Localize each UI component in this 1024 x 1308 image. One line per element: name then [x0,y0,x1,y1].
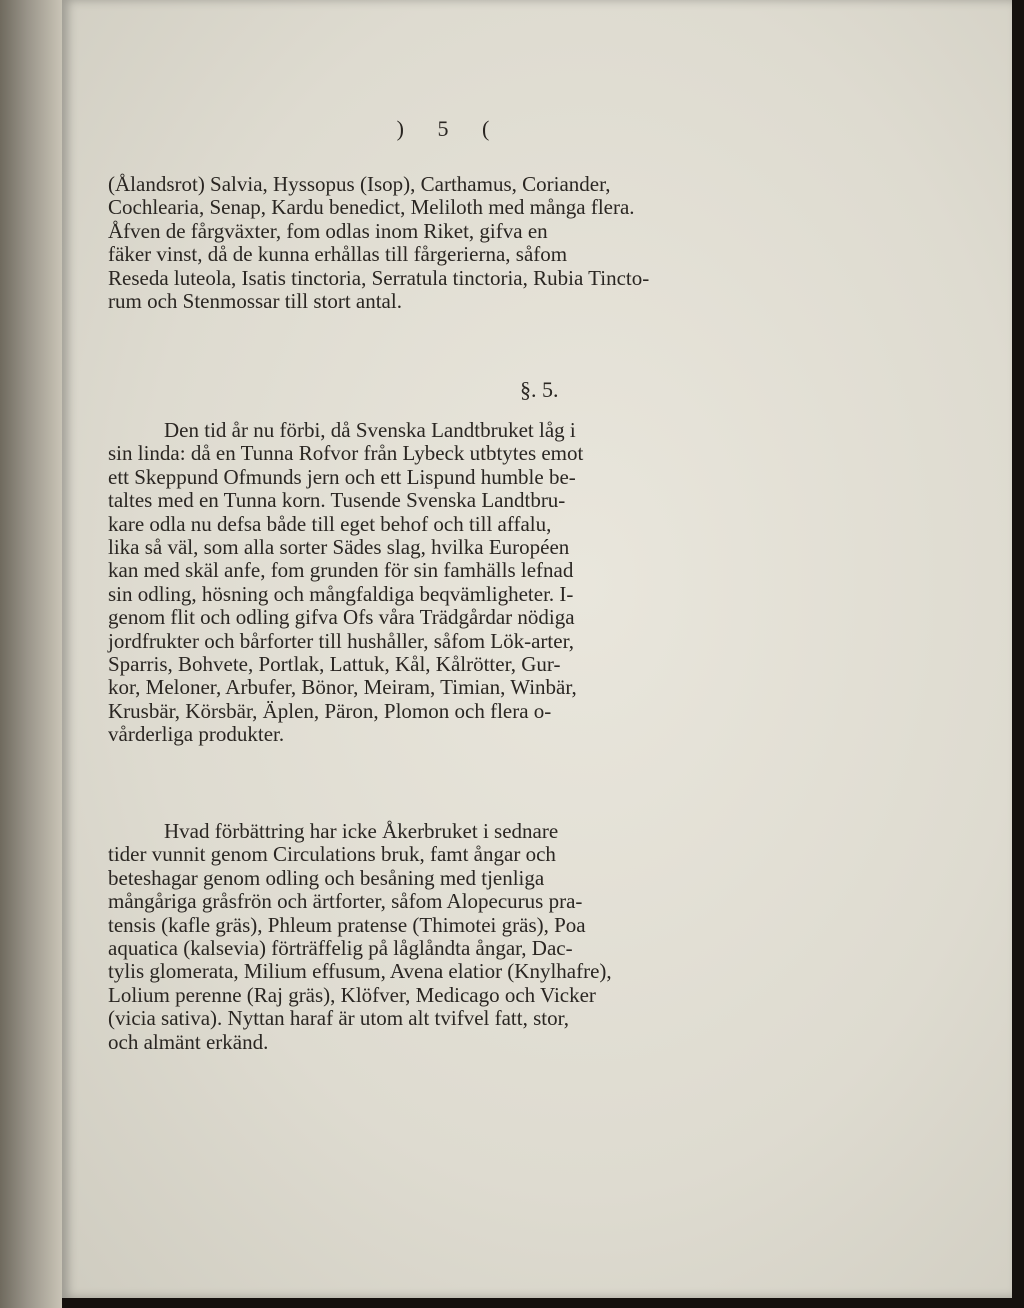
text-line: beteshagar genom odling och besåning med tjenliga [108,865,545,890]
text-line: Den tid år nu förbi, då Svenska Landtbruket låg i [164,418,576,442]
text-line: jordfrukter och bårforter till hushåller, såfom Lök-arter, [108,628,574,653]
text-line: Krusbär, Körsbär, Äplen, Päron, Plomon och flera o- [108,698,552,723]
paragraph-1 [108,172,822,313]
text-line: (Ålandsrot) Salvia, Hyssopus (Isop), Carthamus, Coriander, [108,172,611,196]
text-line: kor, Meloner, Arbufer, Bönor, Meiram, Timian, Winbär, [108,675,577,700]
text-line: Lolium perenne (Raj gräs), Klöfver, Medicago och Vicker [108,982,596,1007]
text-line: Hvad förbättring har icke Åkerbruket i sednare [164,819,559,843]
paragraph-2 [108,419,822,746]
section-heading: §. 5. [520,377,559,402]
text-line: aquatica (kalsevia) förträffelig på låglåndta ångar, Dac- [108,935,573,960]
page-edge-right [1012,0,1024,1308]
text-line: Resedа luteola, Isatis tinctoria, Serratula tinctoria, Rubia Tincto- [108,265,650,290]
text-line: fäker vinst, då de kunna erhållas till fårgerierna, såfom [108,242,568,267]
page-edge-bottom [62,1298,1024,1308]
text-line: genom flit och odling gifva Ofs våra Trädgårdar nödiga [108,605,575,630]
text-line: rum och Stenmossar till stort antal. [108,288,402,313]
text-line: Sparris, Bohvete, Portlak, Lattuk, Kål, Kålrötter, Gur- [108,651,561,676]
text-line: mångåriga gråsfrön och ärtforter, såfom Alopecurus pra- [108,889,583,914]
text-line: vårderliga produkter. [108,722,285,747]
text-line: lika så väl, som alla sorter Sädes slag, hvilka Européen [108,534,570,559]
text-line: kan med skäl anfe, fom grunden för sin famhälls lefnad [108,558,574,583]
text-line: Cochlearia, Senap, Kardu benedict, Meliloth med många flera. [108,195,635,220]
text-line: tider vunnit genom Circulations bruk, famt ångar och [108,842,556,867]
text-line: tensis (kafle gräs), Phleum pratense (Thimotei gräs), Poa [108,912,586,937]
text-line: taltes med en Tunna korn. Tusende Svenska Landtbru- [108,488,566,513]
text-line: tylis glomerata, Milium effusum, Avena elatior (Knylhafre), [108,959,612,984]
text-line: sin linda: då en Tunna Rofvor från Lybeck utbtytes emot [108,441,584,466]
paragraph-3 [108,820,822,1054]
text-line: och almänt erkänd. [108,1029,269,1054]
text-line: ett Skeppund Ofmunds jern och ett Lispund humble be- [108,464,576,489]
text-line: sin odling, hösning och mångfaldiga beqvämligheter. I- [108,581,574,606]
text-line: Åfven de fårgväxter, fom odlas inom Riket, gifva en [108,218,548,243]
text-line: (vicia sativa). Nyttan haraf är utom alt tvifvel fatt, stor, [108,1006,569,1031]
text-line: kare odla nu defsa både till eget behof och till affalu, [108,511,552,536]
running-head: ) 5 ( [396,116,504,141]
book-gutter [0,0,62,1308]
